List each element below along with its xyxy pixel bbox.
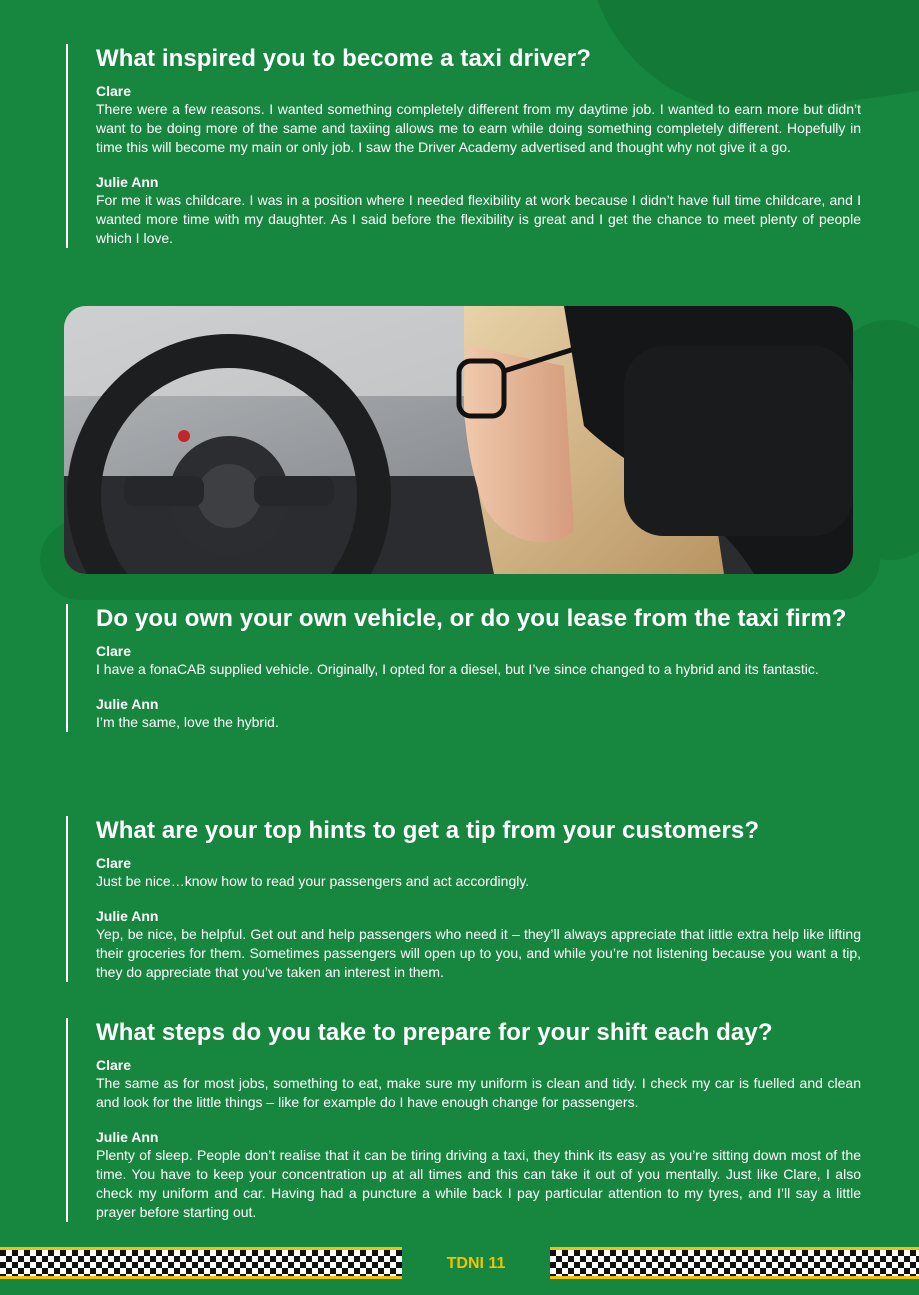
answer-text: I have a fonaCAB supplied vehicle. Originally, I opted for a diesel, but I’ve since changed to a hybrid and its fantastic. <box>96 661 819 677</box>
qa-section <box>66 44 861 248</box>
qa-section <box>66 816 861 982</box>
answer-text: Just be nice…know how to read your passengers and act accordingly. <box>96 873 530 889</box>
speaker-name: Clare <box>96 855 132 871</box>
speaker-name: Clare <box>96 643 132 659</box>
question-heading: What steps do you take to prepare for your shift each day? <box>96 1019 773 1046</box>
answer-text: There were a few reasons. I wanted something completely different from my daytime job. I wanted to earn more but didn’t want to be doing more of the same and taxiing allows me to earn while doing something completely different. Hopefully in time this will become my main or only job. I saw the Driver Academy advertised and thought why not give it a go. <box>96 101 861 155</box>
answer-text: Plenty of sleep. People don’t realise that it can be tiring driving a taxi, they think its easy as you’re sitting down most of the time. You have to keep your concentration up at all times and this can take it out of you mentally. Just like Clare, I also check my uniform and car. Having had a puncture a while back I pay particular attention to my tyres, and I’ll say a little prayer before starting out. <box>96 1147 861 1220</box>
page-footer <box>0 1245 919 1281</box>
speaker-name: Julie Ann <box>96 908 159 924</box>
speaker-name: Julie Ann <box>96 174 159 190</box>
qa-section <box>66 1018 861 1222</box>
checkered-stripe <box>0 1247 402 1279</box>
answer-text: The same as for most jobs, something to eat, make sure my uniform is clean and tidy. I check my car is fuelled and clean and look for the little things – like for example do I have enough change for passengers. <box>96 1075 861 1110</box>
checkered-stripe <box>550 1247 919 1279</box>
speaker-name: Julie Ann <box>96 1129 159 1145</box>
speaker-name: Clare <box>96 1057 132 1073</box>
question-heading: What inspired you to become a taxi driver? <box>96 45 591 72</box>
page-number: TDNI 11 <box>446 1255 506 1272</box>
answer-text: For me it was childcare. I was in a position where I needed flexibility at work because I didn’t have full time childcare, and I wanted more time with my daughter. As I said before the flexibility is great and I get the chance to meet plenty of people which I love. <box>96 192 861 246</box>
qa-section <box>66 604 861 732</box>
driver-photo <box>64 306 853 574</box>
answer-text: I’m the same, love the hybrid. <box>96 714 279 730</box>
driver-photo-image <box>64 306 853 574</box>
question-heading: Do you own your own vehicle, or do you lease from the taxi firm? <box>96 605 847 632</box>
question-heading: What are your top hints to get a tip from your customers? <box>96 817 760 844</box>
answer-text: Yep, be nice, be helpful. Get out and help passengers who need it – they’ll always appreciate that little extra help like lifting their groceries for them. Sometimes passengers will open up to you, and while you’re not listening because you want a tip, they do appreciate that you’ve taken an interest in them. <box>96 926 861 980</box>
speaker-name: Julie Ann <box>96 696 159 712</box>
speaker-name: Clare <box>96 83 132 99</box>
